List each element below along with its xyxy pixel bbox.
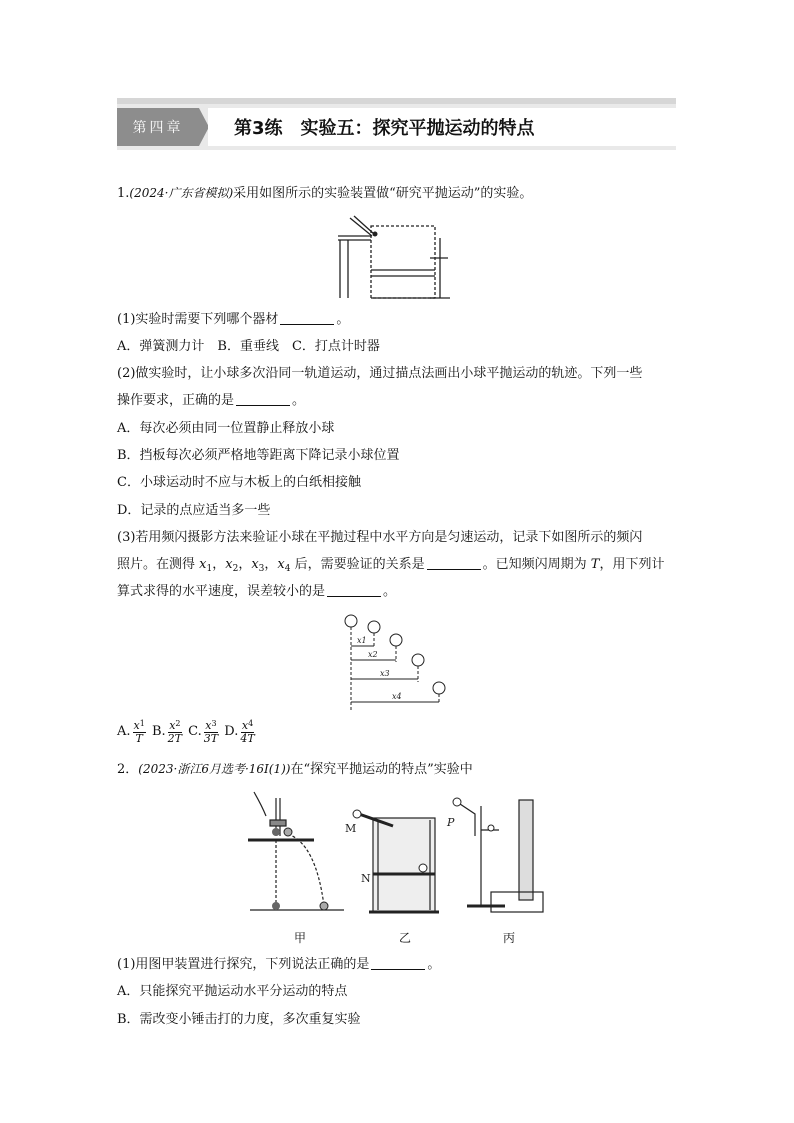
comma: ，: [238, 557, 252, 572]
ball-icon: [433, 682, 445, 694]
chapter-tab: 第四章: [117, 108, 199, 146]
frac-sup: 1: [139, 719, 145, 728]
ball-icon: [390, 634, 402, 646]
var-x: x: [225, 557, 233, 572]
choice-c-fraction: [204, 718, 218, 745]
var-sub: 4: [284, 564, 291, 574]
ball-icon: [373, 232, 378, 237]
q2-option-a: A．只能探究平抛运动水平分运动的特点: [117, 984, 348, 999]
fig-letter-n: N: [361, 872, 371, 885]
title-main: 实验五：探究平抛运动的特点: [300, 118, 535, 139]
q1-p2-end: 。: [292, 393, 306, 408]
q1-strobe-figure: [340, 612, 452, 712]
q1-choices: [117, 718, 257, 746]
choice-label: B.: [151, 724, 166, 739]
q1-p1-text: (1)实验时需要下列哪个器材: [117, 312, 279, 327]
var-sub: 3: [258, 564, 265, 574]
choice-label: D.: [224, 724, 239, 739]
var-x: x: [199, 557, 207, 572]
q2-p1-end: 。: [427, 957, 441, 972]
q1-p3-text-a: 照片。在测得: [117, 557, 200, 572]
ball-icon: [368, 621, 380, 633]
frac-num: x: [205, 719, 212, 732]
frac-sup: 4: [248, 719, 254, 728]
q1-p3-line2: [117, 555, 664, 579]
choice-label: A.: [117, 724, 131, 739]
frac-den: 3T: [203, 732, 219, 745]
q1-stem: 采用如图所示的实验装置做“研究平抛运动”的实验。: [233, 186, 533, 201]
page-title: [208, 108, 676, 146]
choice-label: C.: [188, 724, 202, 739]
var-sub: 1: [206, 564, 213, 574]
var-sub: 2: [232, 564, 239, 574]
q1-option-d: D．记录的点应适当多一些: [117, 503, 271, 518]
frac-num: x: [241, 719, 249, 732]
caption-jia: 甲: [294, 931, 307, 945]
q2-number: 2．: [117, 762, 139, 777]
q1-p3-line1: (3)若用频闪摄影方法来验证小球在平抛过程中水平方向是匀速运动，记录下如图所示的频闪: [117, 530, 643, 545]
ball-icon: [320, 902, 328, 910]
fig-label-x1: x1: [357, 636, 367, 645]
q1-p3-end: 。: [383, 584, 397, 599]
fig-label-x3: x3: [380, 669, 390, 678]
q2-figure-jia: [244, 788, 348, 914]
q2-p1: [117, 955, 440, 975]
q1-stem-line: [117, 183, 532, 204]
q1-p1: [117, 310, 349, 330]
ball-icon: [272, 828, 280, 836]
q2-figure-yi: [345, 806, 445, 916]
choice-a-fraction: [133, 718, 146, 745]
q2-source: (2023·浙江6月选考·16Ⅰ(1)): [138, 762, 291, 776]
frac-sup: 2: [175, 719, 181, 728]
q1-p2-text: 操作要求，正确的是: [117, 393, 235, 408]
var-x: x: [251, 557, 259, 572]
ball-icon: [412, 654, 424, 666]
choice-b-fraction: [168, 718, 182, 745]
q1-p1-options: A．弹簧测力计 B．重垂线 C．打点计时器: [117, 339, 380, 354]
comma: ，: [264, 557, 278, 572]
q1-p3-text-e: 算式求得的水平速度，误差较小的是: [117, 584, 326, 599]
ball-icon: [353, 810, 361, 818]
q1-apparatus-figure: [330, 214, 458, 304]
fig-letter-p: P: [447, 816, 455, 829]
q1-p3-text-d: ，用下列计: [599, 557, 665, 572]
ball-icon: [453, 798, 461, 806]
comma: ，: [212, 557, 226, 572]
q1-number: 1.: [117, 186, 130, 201]
var-T: T: [590, 557, 600, 572]
q1-source: (2024·广东省模拟): [129, 186, 234, 200]
q1-p2-line1: (2)做实验时，让小球多次沿同一轨道运动，通过描点法画出小球平抛运动的轨迹。下列一些: [117, 366, 643, 381]
q2-p1-text: (1)用图甲装置进行探究，下列说法正确的是: [117, 957, 370, 972]
frac-num: x: [133, 719, 140, 732]
q1-option-a: A．每次必须由同一位置静止释放小球: [117, 421, 335, 436]
q1-option-b: B．挡板每次必须严格地等距离下降记录小球位置: [117, 448, 400, 463]
fig-letter-m: M: [345, 822, 357, 835]
q2-figure-bing: [445, 796, 549, 918]
ball-icon: [272, 902, 280, 910]
fig-label-x2: x2: [368, 650, 378, 659]
ball-icon: [284, 828, 292, 836]
header-topline: [117, 98, 676, 104]
q1-p3-text-c: 。已知频闪周期为: [482, 557, 591, 572]
title-prefix: 第3练: [234, 118, 283, 139]
ball-icon: [488, 825, 494, 831]
q1-p1-end: 。: [336, 312, 350, 327]
caption-yi: 乙: [399, 931, 412, 945]
q1-p2-line2: [117, 391, 305, 411]
frac-num: x: [169, 719, 176, 732]
answer-blank[interactable]: [427, 557, 481, 570]
answer-blank[interactable]: [371, 957, 425, 970]
caption-bing: 丙: [503, 931, 516, 945]
frac-den: 4T: [240, 732, 255, 745]
answer-blank[interactable]: [327, 584, 381, 597]
q1-p3-text-b: 后，需要验证的关系是: [290, 557, 425, 572]
ball-icon: [345, 615, 357, 627]
frac-sup: 3: [211, 719, 217, 728]
q1-p3-line3: [117, 582, 396, 602]
choice-d-fraction: [240, 718, 254, 745]
var-x: x: [277, 557, 285, 572]
answer-blank[interactable]: [280, 312, 334, 325]
q1-option-c: C．小球运动时不应与木板上的白纸相接触: [117, 475, 361, 490]
frac-den: T: [135, 732, 143, 745]
q2-stem: 在“探究平抛运动的特点”实验中: [290, 762, 473, 777]
frac-den: 2T: [167, 732, 183, 745]
fig-label-x4: x4: [392, 692, 402, 701]
ball-icon: [419, 864, 427, 872]
q2-option-b: B．需改变小锤击打的力度，多次重复实验: [117, 1012, 361, 1027]
answer-blank[interactable]: [236, 393, 290, 406]
q2-stem-line: [117, 759, 473, 780]
